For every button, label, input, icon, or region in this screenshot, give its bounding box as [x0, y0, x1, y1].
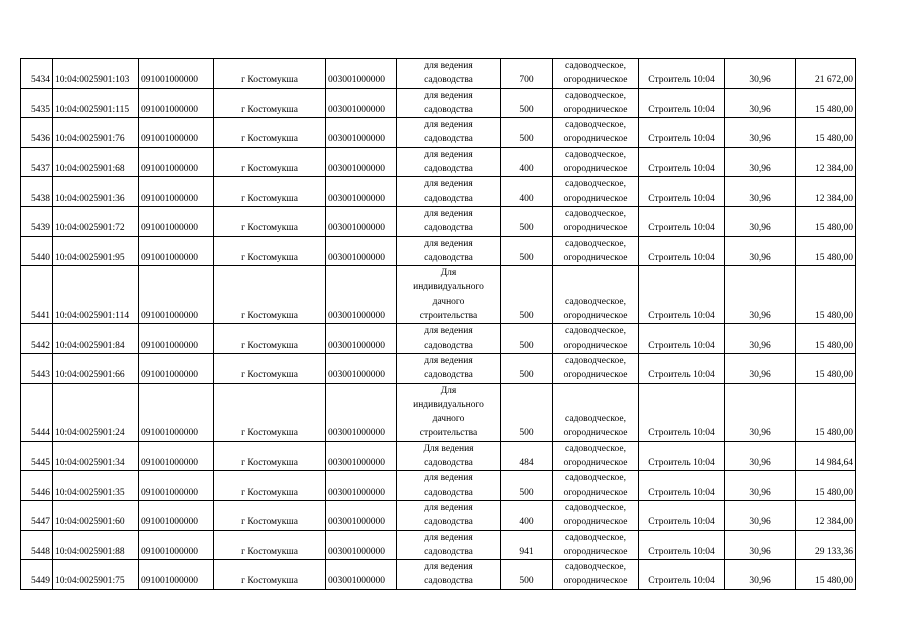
cell-cadastral-number: 10:04:0025901:84 — [53, 324, 139, 354]
cell-specific-value: 30,96 — [725, 530, 796, 560]
cell-permitted-use — [397, 59, 501, 89]
cell-cadastral-zone: Строитель 10:04 — [639, 59, 725, 89]
cell-locality: г Костомукша — [214, 471, 326, 501]
cell-row-number: 5448 — [21, 530, 53, 560]
cell-oktmo-code: 091001000000 — [139, 324, 214, 354]
cell-cadastral-zone: Строитель 10:04 — [639, 88, 725, 118]
land-category-line: садоводческое, — [565, 90, 626, 101]
cell-cadastral-zone: Строитель 10:04 — [639, 118, 725, 148]
cell-oktmo-code: 091001000000 — [139, 177, 214, 207]
cell-locality: г Костомукша — [214, 118, 326, 148]
cell-specific-value: 30,96 — [725, 147, 796, 177]
land-category-line: огородническое — [563, 75, 628, 86]
cell-permitted-use — [397, 177, 501, 207]
cell-area: 500 — [501, 266, 553, 324]
permitted-use-line: садоводства — [424, 370, 473, 381]
permitted-use-line: для ведения — [424, 208, 473, 219]
cell-row-number: 5449 — [21, 560, 53, 590]
cell-area: 500 — [501, 383, 553, 441]
cell-cadastral-number: 10:04:0025901:66 — [53, 353, 139, 383]
permitted-use-line: строительства — [419, 311, 478, 322]
cell-permitted-use — [397, 266, 501, 324]
land-category-line: садоводческое, — [565, 355, 626, 366]
land-category-line: садоводческое, — [565, 238, 626, 249]
land-category-line: огородническое — [563, 517, 628, 528]
cell-oktmo-code: 091001000000 — [139, 560, 214, 590]
cell-permitted-use — [397, 471, 501, 501]
cell-area: 941 — [501, 530, 553, 560]
cell-specific-value: 30,96 — [725, 383, 796, 441]
cell-cadastral-zone: Строитель 10:04 — [639, 560, 725, 590]
land-category-line: огородническое — [563, 223, 628, 234]
cell-okato-code: 003001000000 — [326, 441, 397, 471]
table-row — [21, 383, 856, 441]
cell-locality: г Костомукша — [214, 441, 326, 471]
cell-cadastral-number: 10:04:0025901:36 — [53, 177, 139, 207]
cell-permitted-use — [397, 324, 501, 354]
table-row — [21, 471, 856, 501]
cell-land-category — [553, 266, 639, 324]
cell-locality: г Костомукша — [214, 560, 326, 590]
cell-cadastral-zone: Строитель 10:04 — [639, 266, 725, 324]
cell-oktmo-code: 091001000000 — [139, 353, 214, 383]
table-row — [21, 500, 856, 530]
cell-cadastral-zone: Строитель 10:04 — [639, 530, 725, 560]
cell-permitted-use — [397, 206, 501, 236]
land-category-line: огородническое — [563, 428, 628, 439]
cell-land-category — [553, 530, 639, 560]
permitted-use-line: для ведения — [424, 120, 473, 131]
cell-oktmo-code: 091001000000 — [139, 88, 214, 118]
land-category-line: огородническое — [563, 546, 628, 557]
cell-land-category — [553, 118, 639, 148]
cell-cadastral-zone: Строитель 10:04 — [639, 500, 725, 530]
cell-area: 500 — [501, 236, 553, 266]
cell-land-category — [553, 324, 639, 354]
table-row — [21, 324, 856, 354]
cell-permitted-use — [397, 530, 501, 560]
table-row — [21, 530, 856, 560]
cell-land-category — [553, 177, 639, 207]
cell-okato-code: 003001000000 — [326, 147, 397, 177]
cell-okato-code: 003001000000 — [326, 353, 397, 383]
cell-cadastral-zone: Строитель 10:04 — [639, 147, 725, 177]
land-category-line: огородническое — [563, 340, 628, 351]
cell-permitted-use — [397, 560, 501, 590]
cell-land-category — [553, 471, 639, 501]
permitted-use-line: садоводства — [424, 546, 473, 557]
permitted-use-line: садоводства — [424, 75, 473, 86]
cell-row-number: 5437 — [21, 147, 53, 177]
land-category-line: садоводческое, — [565, 149, 626, 160]
cell-locality: г Костомукша — [214, 236, 326, 266]
land-category-line: огородническое — [563, 193, 628, 204]
cell-cadastral-value: 12 384,00 — [796, 177, 856, 207]
cell-oktmo-code: 091001000000 — [139, 266, 214, 324]
land-category-line: огородническое — [563, 576, 628, 587]
permitted-use-line: садоводства — [424, 134, 473, 145]
permitted-use-line: Для ведения — [423, 443, 474, 454]
cell-cadastral-value: 15 480,00 — [796, 88, 856, 118]
cell-oktmo-code: 091001000000 — [139, 236, 214, 266]
permitted-use-line: садоводства — [424, 193, 473, 204]
cell-area: 500 — [501, 324, 553, 354]
cell-land-category — [553, 206, 639, 236]
cell-row-number: 5434 — [21, 59, 53, 89]
permitted-use-line: дачного — [432, 296, 465, 307]
cell-oktmo-code: 091001000000 — [139, 206, 214, 236]
table-row — [21, 206, 856, 236]
permitted-use-line: для ведения — [424, 355, 473, 366]
cell-cadastral-number: 10:04:0025901:68 — [53, 147, 139, 177]
cell-cadastral-zone: Строитель 10:04 — [639, 236, 725, 266]
cell-cadastral-value: 21 672,00 — [796, 59, 856, 89]
cell-oktmo-code: 091001000000 — [139, 500, 214, 530]
cell-land-category — [553, 353, 639, 383]
cell-oktmo-code: 091001000000 — [139, 383, 214, 441]
permitted-use-line: Для — [440, 268, 457, 279]
cell-cadastral-number: 10:04:0025901:72 — [53, 206, 139, 236]
cell-locality: г Костомукша — [214, 59, 326, 89]
cell-cadastral-zone: Строитель 10:04 — [639, 441, 725, 471]
cell-land-category — [553, 88, 639, 118]
cell-land-category — [553, 59, 639, 89]
cell-cadastral-value: 15 480,00 — [796, 324, 856, 354]
cell-cadastral-value: 15 480,00 — [796, 118, 856, 148]
cell-area: 500 — [501, 118, 553, 148]
cell-permitted-use — [397, 88, 501, 118]
permitted-use-line: садоводства — [424, 487, 473, 498]
cell-area: 500 — [501, 353, 553, 383]
cell-oktmo-code: 091001000000 — [139, 59, 214, 89]
land-category-line: огородническое — [563, 134, 628, 145]
cell-area: 500 — [501, 471, 553, 501]
land-category-line: садоводческое, — [565, 179, 626, 190]
cell-cadastral-value: 15 480,00 — [796, 266, 856, 324]
land-category-line: садоводческое, — [565, 120, 626, 131]
cell-locality: г Костомукша — [214, 206, 326, 236]
cell-locality: г Костомукша — [214, 324, 326, 354]
cell-okato-code: 003001000000 — [326, 206, 397, 236]
cell-permitted-use — [397, 353, 501, 383]
cell-cadastral-value: 14 984,64 — [796, 441, 856, 471]
land-category-line: садоводческое, — [565, 326, 626, 337]
land-category-line: огородническое — [563, 487, 628, 498]
table-body — [21, 59, 856, 590]
cell-land-category — [553, 236, 639, 266]
cell-row-number: 5445 — [21, 441, 53, 471]
table-row — [21, 118, 856, 148]
cell-specific-value: 30,96 — [725, 324, 796, 354]
cell-area: 400 — [501, 147, 553, 177]
cell-land-category — [553, 441, 639, 471]
cell-cadastral-value: 15 480,00 — [796, 560, 856, 590]
cell-land-category — [553, 500, 639, 530]
cell-cadastral-number: 10:04:0025901:34 — [53, 441, 139, 471]
cell-area: 400 — [501, 500, 553, 530]
cell-row-number: 5439 — [21, 206, 53, 236]
land-category-line: огородническое — [563, 311, 628, 322]
cell-cadastral-zone: Строитель 10:04 — [639, 177, 725, 207]
permitted-use-line: садоводства — [424, 458, 473, 469]
permitted-use-line: строительства — [419, 428, 478, 439]
cell-cadastral-number: 10:04:0025901:76 — [53, 118, 139, 148]
cell-okato-code: 003001000000 — [326, 530, 397, 560]
land-category-line: садоводческое, — [565, 208, 626, 219]
cell-cadastral-number: 10:04:0025901:60 — [53, 500, 139, 530]
cell-okato-code: 003001000000 — [326, 471, 397, 501]
cell-specific-value: 30,96 — [725, 236, 796, 266]
cell-cadastral-value: 12 384,00 — [796, 500, 856, 530]
cell-cadastral-value: 15 480,00 — [796, 353, 856, 383]
cell-row-number: 5444 — [21, 383, 53, 441]
table-row — [21, 266, 856, 324]
cell-locality: г Костомукша — [214, 353, 326, 383]
cell-specific-value: 30,96 — [725, 206, 796, 236]
cell-oktmo-code: 091001000000 — [139, 441, 214, 471]
cell-cadastral-zone: Строитель 10:04 — [639, 206, 725, 236]
cell-specific-value: 30,96 — [725, 118, 796, 148]
permitted-use-line: для ведения — [424, 179, 473, 190]
cell-specific-value: 30,96 — [725, 59, 796, 89]
cell-specific-value: 30,96 — [725, 441, 796, 471]
cell-cadastral-number: 10:04:0025901:75 — [53, 560, 139, 590]
permitted-use-line: садоводства — [424, 252, 473, 263]
land-category-line: садоводческое, — [565, 414, 626, 425]
cell-area: 400 — [501, 177, 553, 207]
permitted-use-line: садоводства — [424, 223, 473, 234]
cell-specific-value: 30,96 — [725, 88, 796, 118]
permitted-use-line: дачного — [432, 414, 465, 425]
table-row — [21, 560, 856, 590]
cell-cadastral-zone: Строитель 10:04 — [639, 471, 725, 501]
cell-cadastral-number: 10:04:0025901:103 — [53, 59, 139, 89]
permitted-use-line: для ведения — [424, 61, 473, 71]
permitted-use-line: садоводства — [424, 517, 473, 528]
cell-cadastral-value: 15 480,00 — [796, 471, 856, 501]
cell-okato-code: 003001000000 — [326, 88, 397, 118]
permitted-use-line: для ведения — [424, 238, 473, 249]
cell-row-number: 5440 — [21, 236, 53, 266]
cell-okato-code: 003001000000 — [326, 500, 397, 530]
cell-oktmo-code: 091001000000 — [139, 147, 214, 177]
cell-permitted-use — [397, 500, 501, 530]
cell-specific-value: 30,96 — [725, 560, 796, 590]
permitted-use-line: для ведения — [424, 562, 473, 573]
cell-locality: г Костомукша — [214, 147, 326, 177]
permitted-use-line: индивидуального — [413, 282, 484, 293]
cell-cadastral-zone: Строитель 10:04 — [639, 383, 725, 441]
cell-permitted-use — [397, 118, 501, 148]
cell-cadastral-number: 10:04:0025901:88 — [53, 530, 139, 560]
land-category-line: огородническое — [563, 164, 628, 175]
cell-cadastral-number: 10:04:0025901:95 — [53, 236, 139, 266]
cell-specific-value: 30,96 — [725, 177, 796, 207]
permitted-use-line: садоводства — [424, 104, 473, 115]
cell-oktmo-code: 091001000000 — [139, 530, 214, 560]
cell-cadastral-value: 15 480,00 — [796, 206, 856, 236]
land-category-line: садоводческое, — [565, 502, 626, 513]
cell-area: 500 — [501, 560, 553, 590]
cell-row-number: 5441 — [21, 266, 53, 324]
cell-land-category — [553, 560, 639, 590]
table-row — [21, 177, 856, 207]
permitted-use-line: для ведения — [424, 149, 473, 160]
cell-okato-code: 003001000000 — [326, 324, 397, 354]
cell-cadastral-zone: Строитель 10:04 — [639, 353, 725, 383]
cell-okato-code: 003001000000 — [326, 236, 397, 266]
cell-okato-code: 003001000000 — [326, 177, 397, 207]
cell-locality: г Костомукша — [214, 177, 326, 207]
cell-row-number: 5435 — [21, 88, 53, 118]
cell-cadastral-value: 15 480,00 — [796, 236, 856, 266]
cell-permitted-use — [397, 441, 501, 471]
cell-specific-value: 30,96 — [725, 500, 796, 530]
cell-locality: г Костомукша — [214, 88, 326, 118]
cell-row-number: 5447 — [21, 500, 53, 530]
cell-area: 500 — [501, 206, 553, 236]
cell-cadastral-value: 29 133,36 — [796, 530, 856, 560]
cell-cadastral-number: 10:04:0025901:115 — [53, 88, 139, 118]
land-category-line: садоводческое, — [565, 296, 626, 307]
cell-okato-code: 003001000000 — [326, 266, 397, 324]
land-category-line: огородническое — [563, 104, 628, 115]
cell-permitted-use — [397, 383, 501, 441]
land-category-line: огородническое — [563, 252, 628, 263]
permitted-use-line: для ведения — [424, 502, 473, 513]
permitted-use-line: индивидуального — [413, 399, 484, 410]
cell-okato-code: 003001000000 — [326, 118, 397, 148]
land-registry-table — [20, 58, 856, 590]
cell-row-number: 5446 — [21, 471, 53, 501]
cell-cadastral-zone: Строитель 10:04 — [639, 324, 725, 354]
cell-row-number: 5438 — [21, 177, 53, 207]
land-category-line: садоводческое, — [565, 61, 626, 71]
land-category-line: садоводческое, — [565, 532, 626, 543]
permitted-use-line: для ведения — [424, 90, 473, 101]
permitted-use-line: для ведения — [424, 473, 473, 484]
cell-okato-code: 003001000000 — [326, 59, 397, 89]
cell-locality: г Костомукша — [214, 500, 326, 530]
cell-okato-code: 003001000000 — [326, 560, 397, 590]
cell-area: 484 — [501, 441, 553, 471]
cell-cadastral-number: 10:04:0025901:24 — [53, 383, 139, 441]
cell-okato-code: 003001000000 — [326, 383, 397, 441]
land-category-line: огородническое — [563, 370, 628, 381]
permitted-use-line: садоводства — [424, 164, 473, 175]
cell-area: 700 — [501, 59, 553, 89]
permitted-use-line: Для — [440, 385, 457, 396]
cell-specific-value: 30,96 — [725, 353, 796, 383]
cell-oktmo-code: 091001000000 — [139, 471, 214, 501]
table-row — [21, 88, 856, 118]
table-row — [21, 353, 856, 383]
land-category-line: садоводческое, — [565, 473, 626, 484]
cell-cadastral-number: 10:04:0025901:114 — [53, 266, 139, 324]
cell-area: 500 — [501, 88, 553, 118]
land-category-line: огородническое — [563, 458, 628, 469]
cell-permitted-use — [397, 236, 501, 266]
cell-locality: г Костомукша — [214, 266, 326, 324]
cell-specific-value: 30,96 — [725, 266, 796, 324]
cell-specific-value: 30,96 — [725, 471, 796, 501]
table-row — [21, 441, 856, 471]
table-row — [21, 59, 856, 89]
land-category-line: садоводческое, — [565, 443, 626, 454]
cell-permitted-use — [397, 147, 501, 177]
cell-row-number: 5436 — [21, 118, 53, 148]
permitted-use-line: садоводства — [424, 340, 473, 351]
cell-oktmo-code: 091001000000 — [139, 118, 214, 148]
table-row — [21, 147, 856, 177]
permitted-use-line: для ведения — [424, 326, 473, 337]
permitted-use-line: для ведения — [424, 532, 473, 543]
cell-cadastral-value: 12 384,00 — [796, 147, 856, 177]
permitted-use-line: садоводства — [424, 576, 473, 587]
cell-cadastral-value: 15 480,00 — [796, 383, 856, 441]
cell-cadastral-number: 10:04:0025901:35 — [53, 471, 139, 501]
table-row — [21, 236, 856, 266]
land-category-line: садоводческое, — [565, 562, 626, 573]
cell-land-category — [553, 147, 639, 177]
cell-row-number: 5443 — [21, 353, 53, 383]
cell-locality: г Костомукша — [214, 383, 326, 441]
cell-row-number: 5442 — [21, 324, 53, 354]
cell-locality: г Костомукша — [214, 530, 326, 560]
cell-land-category — [553, 383, 639, 441]
